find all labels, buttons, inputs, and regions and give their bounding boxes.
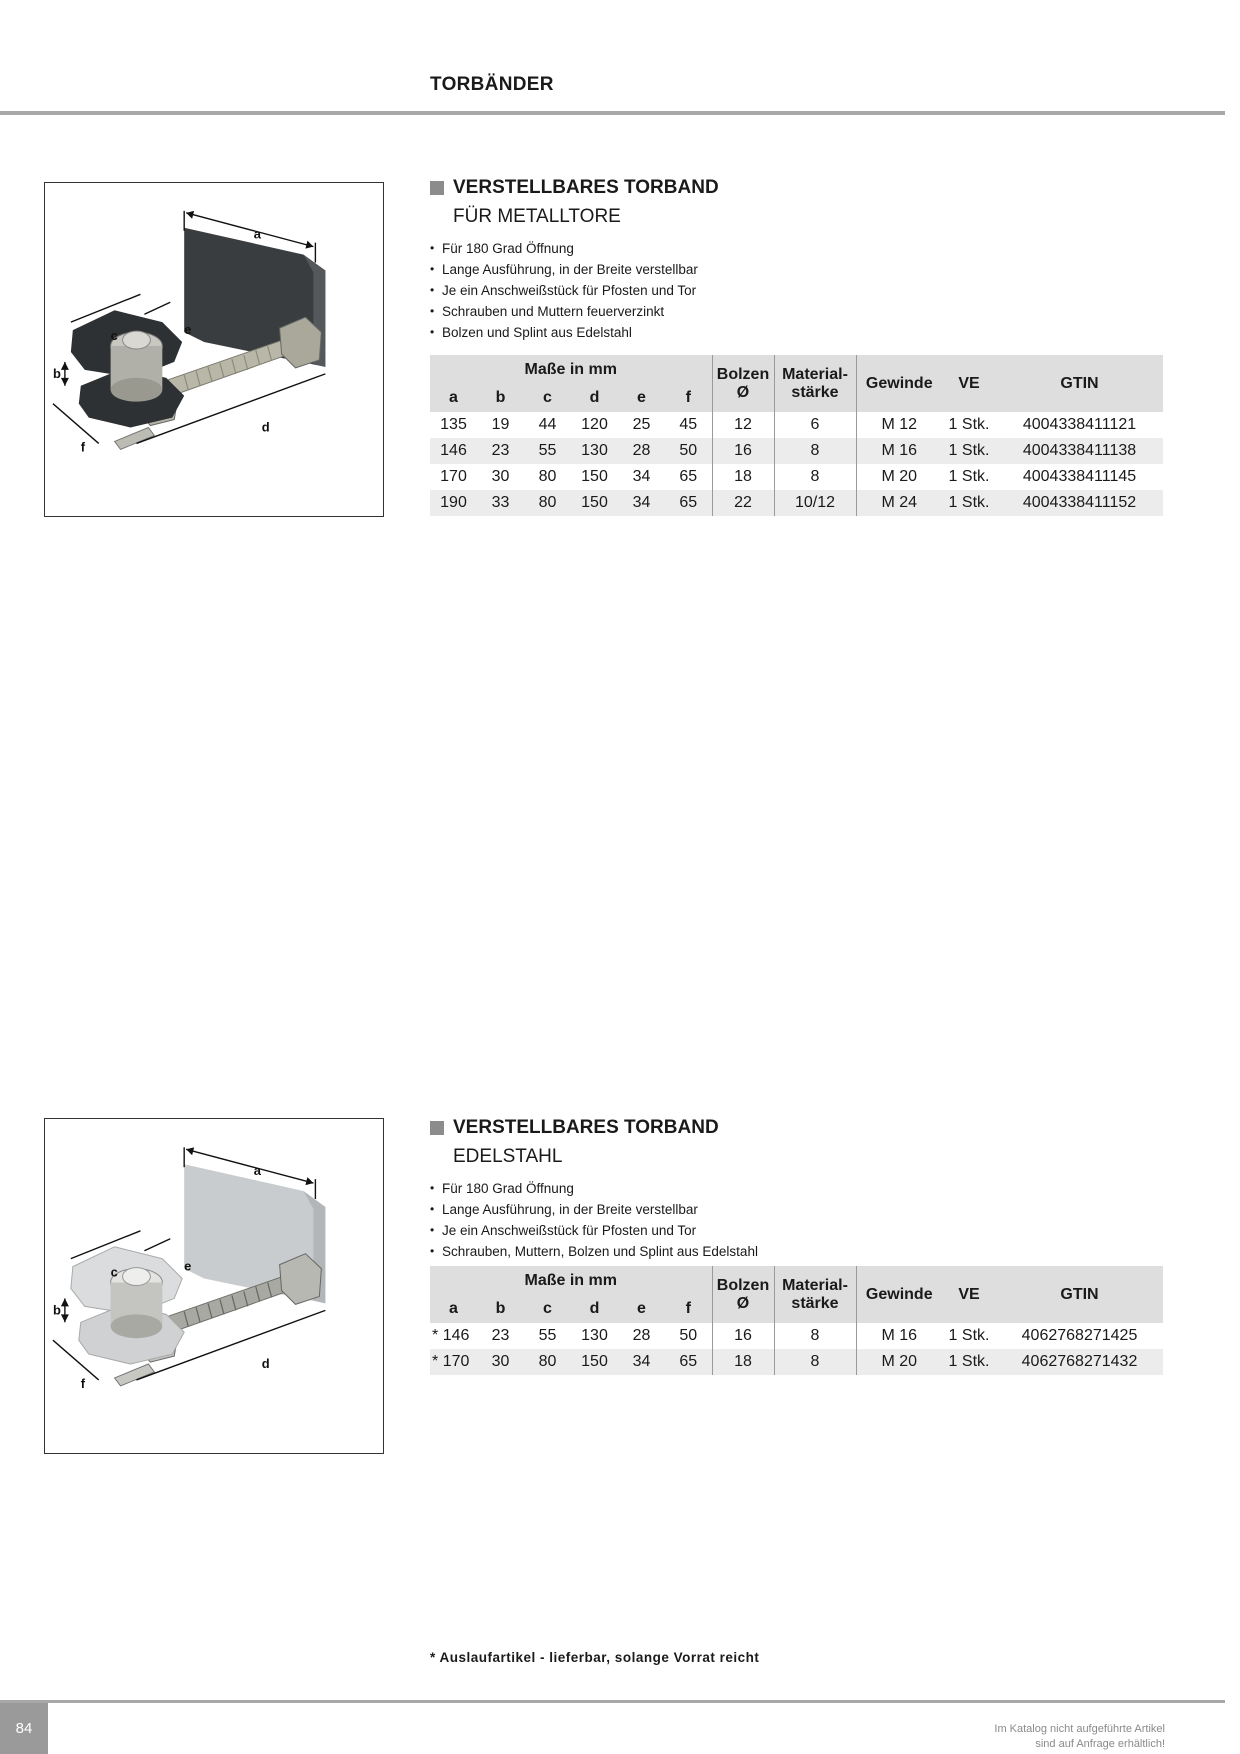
cell-gtin: 4004338411138 [996, 438, 1163, 464]
header-gtin: GTIN [996, 1266, 1163, 1323]
dim-label-d: d [261, 419, 270, 435]
footnote: * Auslaufartikel - lieferbar, solange Vorrat reicht [430, 1650, 760, 1665]
footer-note-line2: sind auf Anfrage erhältlich! [1035, 1738, 1165, 1750]
feature-item: • Für 180 Grad Öffnung [430, 238, 1163, 259]
header-dimensions: Maße in mm [430, 1266, 712, 1295]
feature-item: • Lange Ausführung, in der Breite verstellbar [430, 259, 1163, 280]
cell-b: 30 [491, 468, 510, 485]
header-dim-f: f [665, 384, 712, 412]
cell-bolt: 22 [712, 490, 774, 516]
product-image-stainless-hinge [44, 1118, 384, 1454]
header-ve: VE [942, 355, 996, 412]
cell-f: 65 [665, 490, 712, 516]
cell-gtin: 4004338411152 [996, 490, 1163, 516]
cell-f: 65 [665, 1349, 712, 1375]
table-row [430, 464, 1163, 490]
product-title-text: VERSTELLBARES TORBAND [453, 177, 719, 198]
spec-table-stainless [430, 1266, 1163, 1375]
cell-f: 50 [665, 438, 712, 464]
header-bolt: Bolzen Ø [712, 1266, 774, 1323]
cell-ve: 1 Stk. [948, 468, 990, 485]
cell-a: 135 [440, 416, 467, 433]
cell-d: 130 [581, 1327, 608, 1344]
product-title [430, 1116, 1163, 1140]
cell-f: 65 [679, 468, 698, 485]
cell-a: 190 [430, 490, 477, 516]
cell-b: 19 [491, 416, 510, 433]
header-dim-e: e [618, 384, 665, 412]
cell-f: 45 [679, 416, 698, 433]
hinge-drawing-black [45, 183, 383, 516]
cell-material: 10/12 [774, 490, 856, 516]
product-section-metal [430, 176, 1163, 343]
cell-b: 33 [477, 490, 524, 516]
cell-ve: 1 Stk. [948, 416, 990, 433]
dim-label-a: a [253, 1163, 261, 1179]
cell-e: 28 [618, 438, 665, 464]
cell-gtin: 4004338411121 [1022, 416, 1137, 433]
page-number: 84 [0, 1703, 48, 1754]
feature-list [430, 1178, 1163, 1262]
cell-material: 6 [774, 412, 856, 438]
cell-material: 8 [774, 1349, 856, 1375]
cell-ve: 1 Stk. [948, 1327, 990, 1344]
cell-gtin: 4004338411145 [1022, 468, 1137, 485]
header-ve: VE [942, 1266, 996, 1323]
header-dim-a: a [430, 1295, 477, 1323]
cell-a [430, 1349, 477, 1375]
product-image-metal-hinge [44, 182, 384, 517]
cell-thread: M 16 [856, 438, 942, 464]
cell-thread: M 20 [856, 1349, 942, 1375]
cell-bolt: 16 [712, 438, 774, 464]
cell-ve: 1 Stk. [942, 1349, 996, 1375]
cell-ve: 1 Stk. [942, 490, 996, 516]
page-title: TORBÄNDER [430, 74, 554, 95]
cell-bolt: 16 [712, 1323, 774, 1349]
footer-note [994, 1722, 1165, 1752]
dim-label-f: f [80, 439, 86, 455]
feature-item: • Für 180 Grad Öffnung [430, 1178, 1163, 1199]
cell-d: 150 [571, 1349, 618, 1375]
cell-thread: M 20 [856, 464, 942, 490]
product-title [430, 176, 1163, 200]
header-dim-b: b [477, 384, 524, 412]
dim-label-f: f [80, 1375, 86, 1391]
cell-a [430, 1323, 477, 1349]
cell-e: 34 [618, 490, 665, 516]
header-dim-c: c [524, 384, 571, 412]
header-bolt: Bolzen Ø [712, 355, 774, 412]
cell-material: 8 [774, 438, 856, 464]
dim-label-b: b [52, 365, 61, 381]
product-title-text: VERSTELLBARES TORBAND [453, 1117, 719, 1138]
product-subtitle: FÜR METALLTORE [453, 206, 621, 227]
dim-label-d: d [261, 1356, 270, 1372]
discontinued-mark: * [432, 1327, 439, 1344]
cell-f: 50 [679, 1327, 698, 1344]
hinge-drawing-stainless [45, 1119, 383, 1453]
cell-bolt: 18 [712, 464, 774, 490]
feature-item: • Lange Ausführung, in der Breite verstellbar [430, 1199, 1163, 1220]
cell-gtin: 4062768271432 [996, 1349, 1163, 1375]
cell-a: 170 [440, 468, 467, 485]
square-bullet-icon [430, 181, 444, 195]
cell-a-value: 146 [442, 1327, 470, 1344]
table-row [430, 1323, 1163, 1349]
feature-item: • Schrauben, Muttern, Bolzen und Splint aus Edelstahl [430, 1241, 1163, 1262]
header-dim-b: b [477, 1295, 524, 1323]
dim-label-c: c [110, 328, 118, 344]
product-section-stainless [430, 1116, 1163, 1262]
cell-d: 130 [571, 438, 618, 464]
spec-table-metal [430, 355, 1163, 516]
cell-b: 30 [477, 1349, 524, 1375]
header-thread: Gewinde [856, 1266, 942, 1323]
footer-note-line1: Im Katalog nicht aufgeführte Artikel [994, 1723, 1165, 1735]
cell-c: 80 [524, 490, 571, 516]
cell-d: 120 [581, 416, 608, 433]
dim-label-e: e [184, 1258, 192, 1274]
cell-thread: M 16 [856, 1323, 942, 1349]
cell-thread: M 12 [856, 412, 942, 438]
cell-b: 23 [477, 438, 524, 464]
cell-bolt: 12 [712, 412, 774, 438]
header-divider [0, 111, 1225, 115]
discontinued-mark: * [432, 1353, 439, 1370]
table-row [430, 1349, 1163, 1375]
cell-material: 8 [774, 1323, 856, 1349]
cell-e: 25 [632, 416, 651, 433]
feature-item: • Je ein Anschweißstück für Pfosten und Tor [430, 1220, 1163, 1241]
cell-e: 34 [632, 468, 651, 485]
dim-label-e: e [184, 322, 192, 338]
footer-divider [0, 1700, 1225, 1703]
cell-gtin: 4062768271425 [1021, 1327, 1138, 1344]
dim-label-c: c [110, 1264, 118, 1280]
cell-material: 8 [774, 464, 856, 490]
cell-c: 55 [524, 438, 571, 464]
feature-list [430, 238, 1163, 343]
table-row [430, 490, 1163, 516]
table-row [430, 438, 1163, 464]
header-dim-a: a [430, 384, 477, 412]
cell-c: 55 [538, 1327, 557, 1344]
header-dim-e: e [618, 1295, 665, 1323]
header-gtin: GTIN [996, 355, 1163, 412]
header-dim-d: d [571, 1295, 618, 1323]
cell-c: 44 [538, 416, 557, 433]
cell-b: 23 [491, 1327, 510, 1344]
cell-d: 150 [571, 490, 618, 516]
product-subtitle: EDELSTAHL [453, 1146, 563, 1167]
header-material: Material- stärke [774, 355, 856, 412]
header-thread: Gewinde [856, 355, 942, 412]
cell-d: 150 [581, 468, 608, 485]
feature-item: • Schrauben und Muttern feuerverzinkt [430, 301, 1163, 322]
cell-e: 28 [632, 1327, 651, 1344]
feature-item: • Bolzen und Splint aus Edelstahl [430, 322, 1163, 343]
cell-e: 34 [618, 1349, 665, 1375]
cell-ve: 1 Stk. [942, 438, 996, 464]
cell-bolt: 18 [712, 1349, 774, 1375]
feature-item: • Je ein Anschweißstück für Pfosten und Tor [430, 280, 1163, 301]
cell-thread: M 24 [856, 490, 942, 516]
header-dim-d: d [571, 384, 618, 412]
dim-label-a: a [253, 226, 261, 242]
square-bullet-icon [430, 1121, 444, 1135]
header-dim-c: c [524, 1295, 571, 1323]
header-dim-f: f [665, 1295, 712, 1323]
dim-label-b: b [52, 1302, 61, 1318]
cell-a: 146 [430, 438, 477, 464]
cell-c: 80 [538, 468, 557, 485]
cell-a-value: 170 [442, 1353, 470, 1370]
header-dimensions: Maße in mm [430, 355, 712, 384]
table-row [430, 412, 1163, 438]
header-material: Material- stärke [774, 1266, 856, 1323]
cell-c: 80 [524, 1349, 571, 1375]
